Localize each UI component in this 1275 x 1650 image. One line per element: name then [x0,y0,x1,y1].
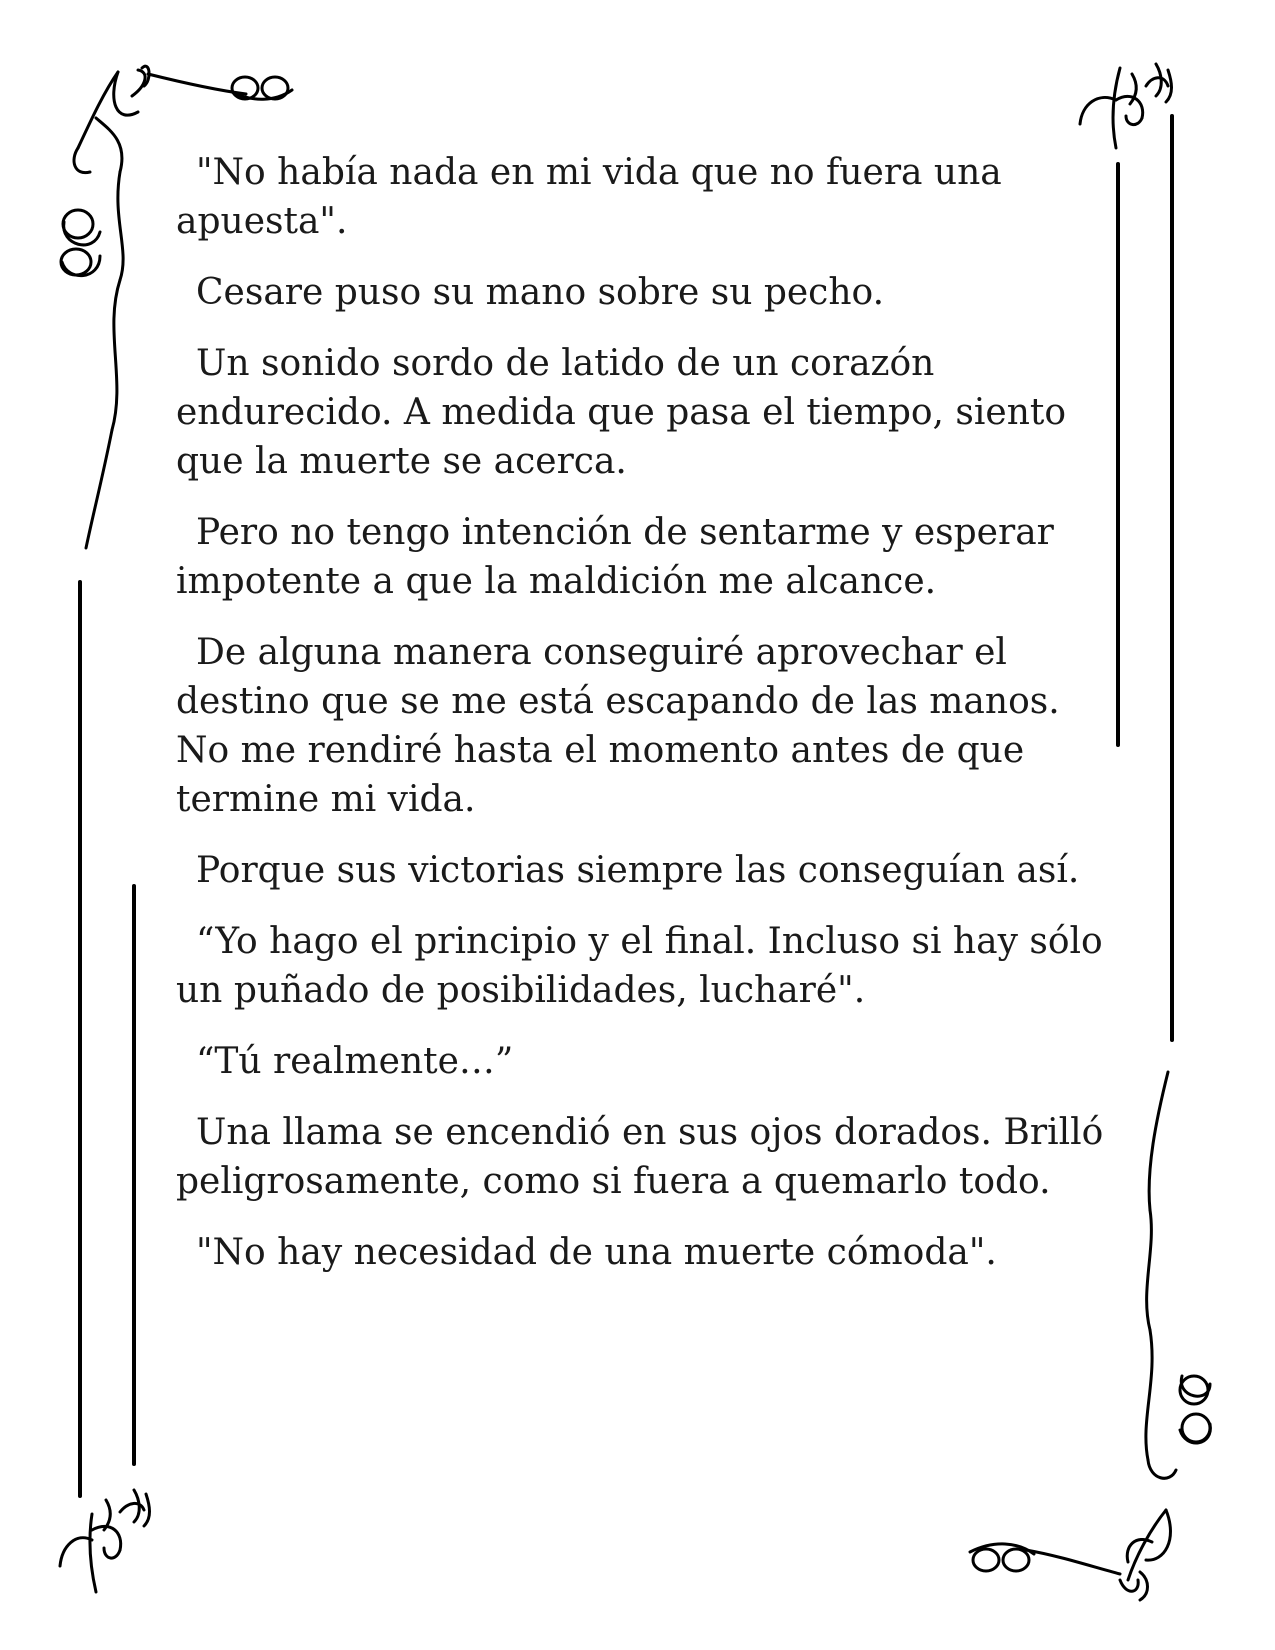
paragraph: "No había nada en mi vida que no fuera una apuesta". [176,152,1002,242]
paragraph: Pero no tengo intención de sentarme y esperar impotente a que la maldición me alcance. [176,512,1054,602]
paragraph: "No hay necesidad de una muerte cómoda". [196,1232,997,1273]
paragraph: “Tú realmente…” [196,1041,514,1082]
paragraph: Una llama se encendió en sus ojos dorados. Brilló peligrosamente, como si fuera a quemarlo todo. [176,1112,1104,1202]
flourish-bottom-left-icon [60,1490,150,1592]
paragraph: De alguna manera conseguiré aprovechar el destino que se me está escapando de las manos. No me rendiré hasta el momento antes de que termine mi vida. [176,632,1060,820]
flourish-top-right-icon [1080,64,1172,148]
paragraph: Porque sus victorias siempre las conseguían así. [196,850,1080,891]
paragraph: Cesare puso su mano sobre su pecho. [196,272,885,313]
paragraph: “Yo hago el principio y el final. Incluso si hay sólo un puñado de posibilidades, lucharé". [176,921,1103,1011]
paragraph: Un sonido sordo de latido de un corazón endurecido. A medida que pasa el tiempo, siento que la muerte se acerca. [176,343,1067,482]
story-text [176,148,1106,1299]
